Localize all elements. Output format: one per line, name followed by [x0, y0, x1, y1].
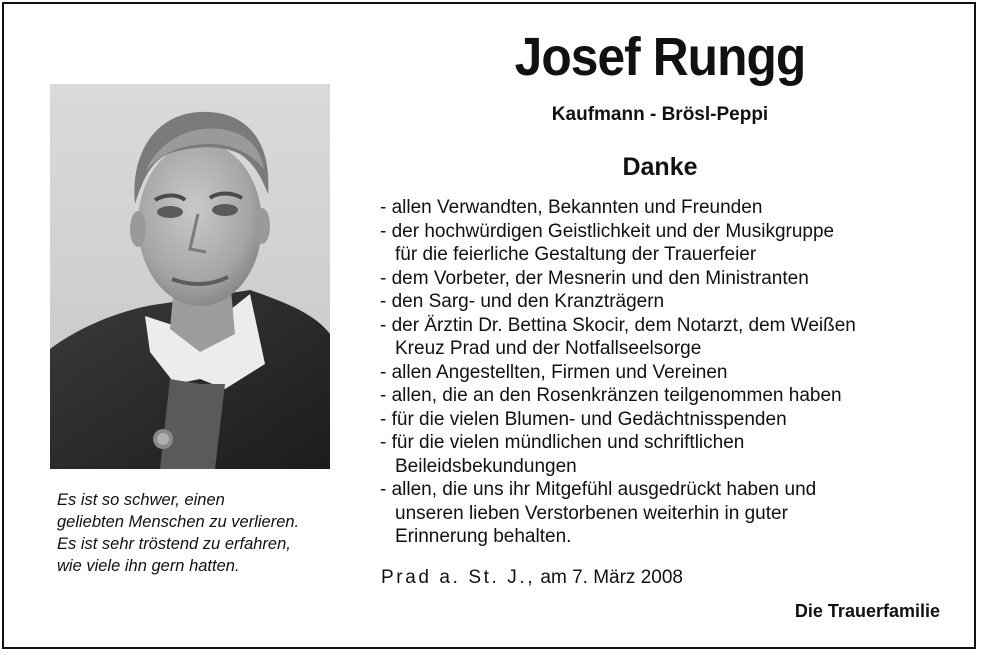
- thanks-item: - allen, die an den Rosenkränzen teilgenommen haben: [380, 385, 842, 406]
- thanks-item: - der hochwürdigen Geistlichkeit und der Musikgruppe für die feierliche Gestaltung der Trauerfeier: [380, 220, 835, 265]
- date: am 7. März 2008: [540, 567, 683, 588]
- thanks-item: - allen Angestellten, Firmen und Vereinen: [380, 361, 728, 383]
- thanks-item: - dem Vorbeter, der Mesnerin und den Ministranten: [380, 267, 809, 289]
- portrait-photo: [50, 84, 330, 469]
- thanks-item: - für die vielen mündlichen und schriftlichen Beileidsbekundungen: [380, 432, 745, 477]
- thanks-heading: Danke: [622, 153, 698, 181]
- signoff: Die Trauerfamilie: [794, 601, 940, 621]
- thanks-item: - allen Verwandten, Bekannten und Freunden: [380, 197, 763, 218]
- deceased-name: Josef Rungg: [514, 27, 806, 87]
- place: Prad a. St. J.,: [381, 567, 536, 588]
- thanks-item: - der Ärztin Dr. Bettina Skocir, dem Notarzt, dem Weißen Kreuz Prad und der Notfallseelsorge: [380, 314, 856, 359]
- thanks-item: - für die vielen Blumen- und Gedächtnisspenden: [380, 408, 787, 430]
- place-and-date: [381, 568, 683, 587]
- thanks-item: - allen, die uns ihr Mitgefühl ausgedrückt haben und unseren lieben Verstorbenen weiterhin in guter Erinnerung behalten.: [380, 479, 817, 547]
- thanks-list: [380, 196, 856, 549]
- deceased-subtitle: Kaufmann - Brösl-Peppi: [551, 104, 769, 125]
- thanks-item: - den Sarg- und den Kranzträgern: [380, 291, 665, 312]
- memorial-quote: Es ist so schwer, einen geliebten Menschen zu verlieren. Es ist sehr tröstend zu erfahren, wie viele ihn gern hatten.: [57, 491, 300, 575]
